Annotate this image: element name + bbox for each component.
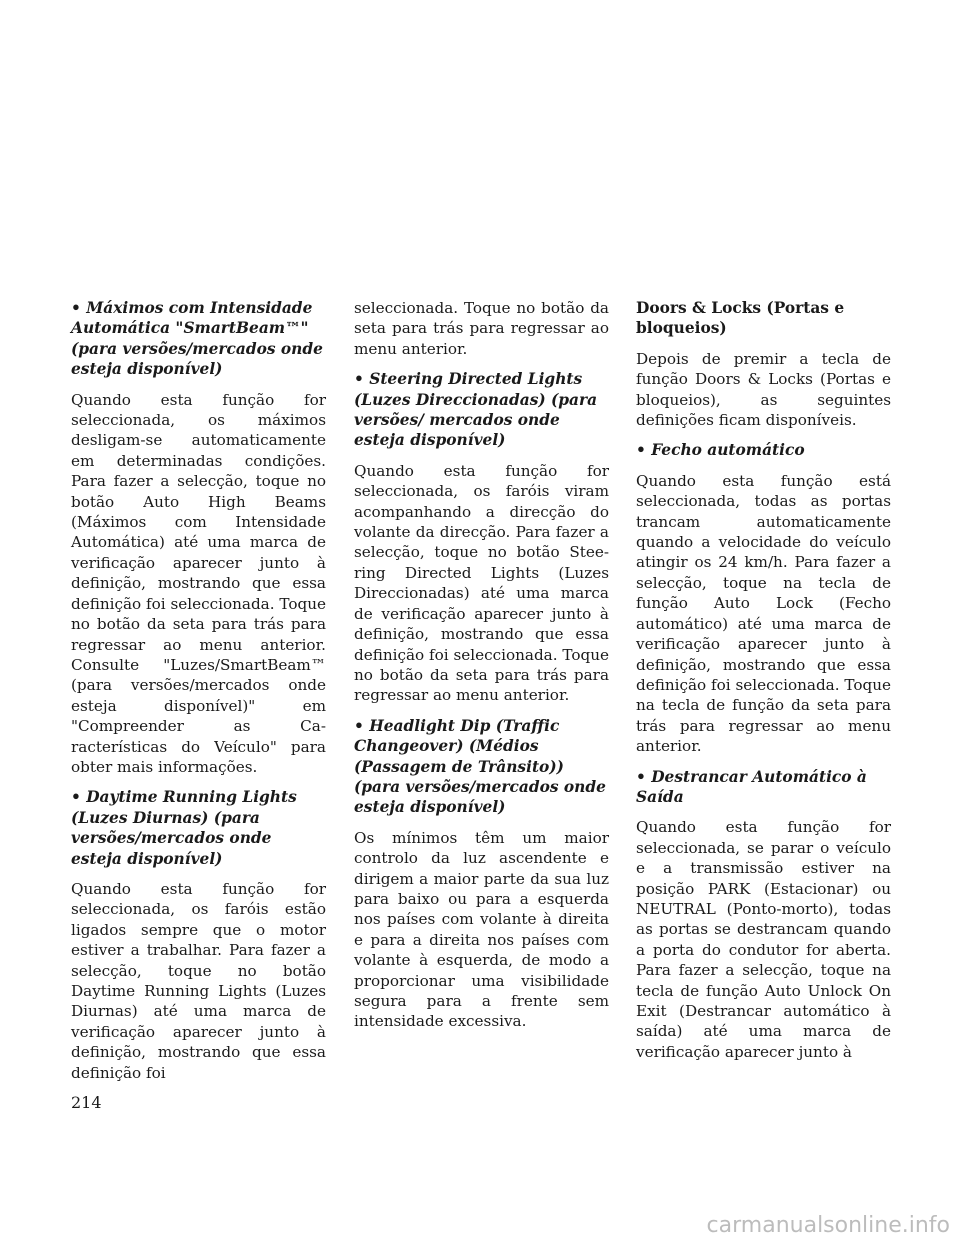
body-paragraph: seleccionada. Toque no botão da seta para trás para regressar ao menu anterior. (354, 299, 609, 358)
section-heading: • Headlight Dip (Traffic Changeover) (Médios (Passagem de Trânsito)) (para versões/mercados onde esteja disponível) (354, 716, 609, 818)
body-paragraph: Quando esta função for seleccionada, se parar o veículo e a transmissão estiver na posição PARK (Estacionar) ou NEUTRAL (Ponto-morto), todas as portas se destrancam quando a porta do condutor for aberta. Para fazer a selecção, toque na tecla de função Auto Unlock On Exit (Destrancar automático à saída) até uma marca de verificação aparecer junto à (636, 818, 891, 1061)
site-watermark: carmanualsonline.info (706, 1213, 950, 1238)
body-paragraph: Quando esta função for seleccionada, os faróis viram acompanhando a direcção do volante da direcção. Para fazer a selecção, toque no botão Steering Directed Lights (Luzes Direccionadas) até uma marca de verificação aparecer junto à definição, mostrando que essa definição foi seleccionada. Toque no botão da seta para trás para regressar ao menu anterior. (354, 461, 609, 705)
body-paragraph: Quando esta função está seleccionada, todas as portas trancam automaticamente quando a velocidade do veículo atingir os 24 km/h. Para fazer a selecção, toque na tecla de função Auto Lock (Fecho automático) até uma marca de verificação aparecer junto à definição, mostrando que essa definição foi seleccionada. Toque na tecla de função da seta para trás para regressar ao menu anterior. (636, 471, 891, 756)
text-column-left (71, 298, 326, 1093)
section-heading: • Destrancar Automático à Saída (636, 767, 891, 808)
body-paragraph: Depois de premir a tecla de função Doors & Locks (Portas e bloqueios), as seguintes definições ficam disponíveis. (636, 349, 891, 430)
text-column-right (636, 298, 891, 1072)
section-heading: • Fecho automático (636, 440, 891, 460)
section-heading: • Máximos com Intensidade Automática "SmartBeam™" (para versões/mercados onde esteja disponível) (71, 298, 326, 380)
section-heading: • Daytime Running Lights (Luzes Diurnas) (para versões/mercados onde esteja disponível) (71, 787, 326, 869)
text-column-middle (354, 298, 609, 1042)
body-paragraph: Quando esta função for seleccionada, os máximos desligam-se automaticamente em determinadas condições. Para fazer a selecção, toque no botão Auto High Beams (Máximos com Intensidade Automática) até uma marca de verificação aparecer junto à definição, mostrando que essa definição foi seleccionada. Toque no botão da seta para trás para regressar ao menu anterior. Consulte "Luzes/SmartBeam™ (para versões/mercados onde esteja disponível)" em "Compreender as Características do Veículo" para obter mais informações. (71, 390, 326, 776)
section-heading: • Steering Directed Lights (Luzes Direccionadas) (para versões/ mercados onde esteja disponível) (354, 369, 609, 451)
section-heading: Doors & Locks (Portas e bloqueios) (636, 299, 845, 338)
page-number: 214 (71, 1093, 102, 1112)
body-paragraph: Os mínimos têm um maior controlo da luz ascendente e dirigem a maior parte da sua luz para baixo ou para a esquerda nos países com volante à direita e para a direita nos países com volante à esquerda, de modo a proporcionar uma visibilidade segura para a frente sem intensidade excessiva. (354, 828, 609, 1031)
body-paragraph: Quando esta função for seleccionada, os faróis estão ligados sempre que o motor estiver a trabalhar. Para fazer a selecção, toque no botão Daytime Running Lights (Luzes Diurnas) até uma marca de verificação aparecer junto à definição, mostrando que essa definição foi (71, 879, 326, 1082)
